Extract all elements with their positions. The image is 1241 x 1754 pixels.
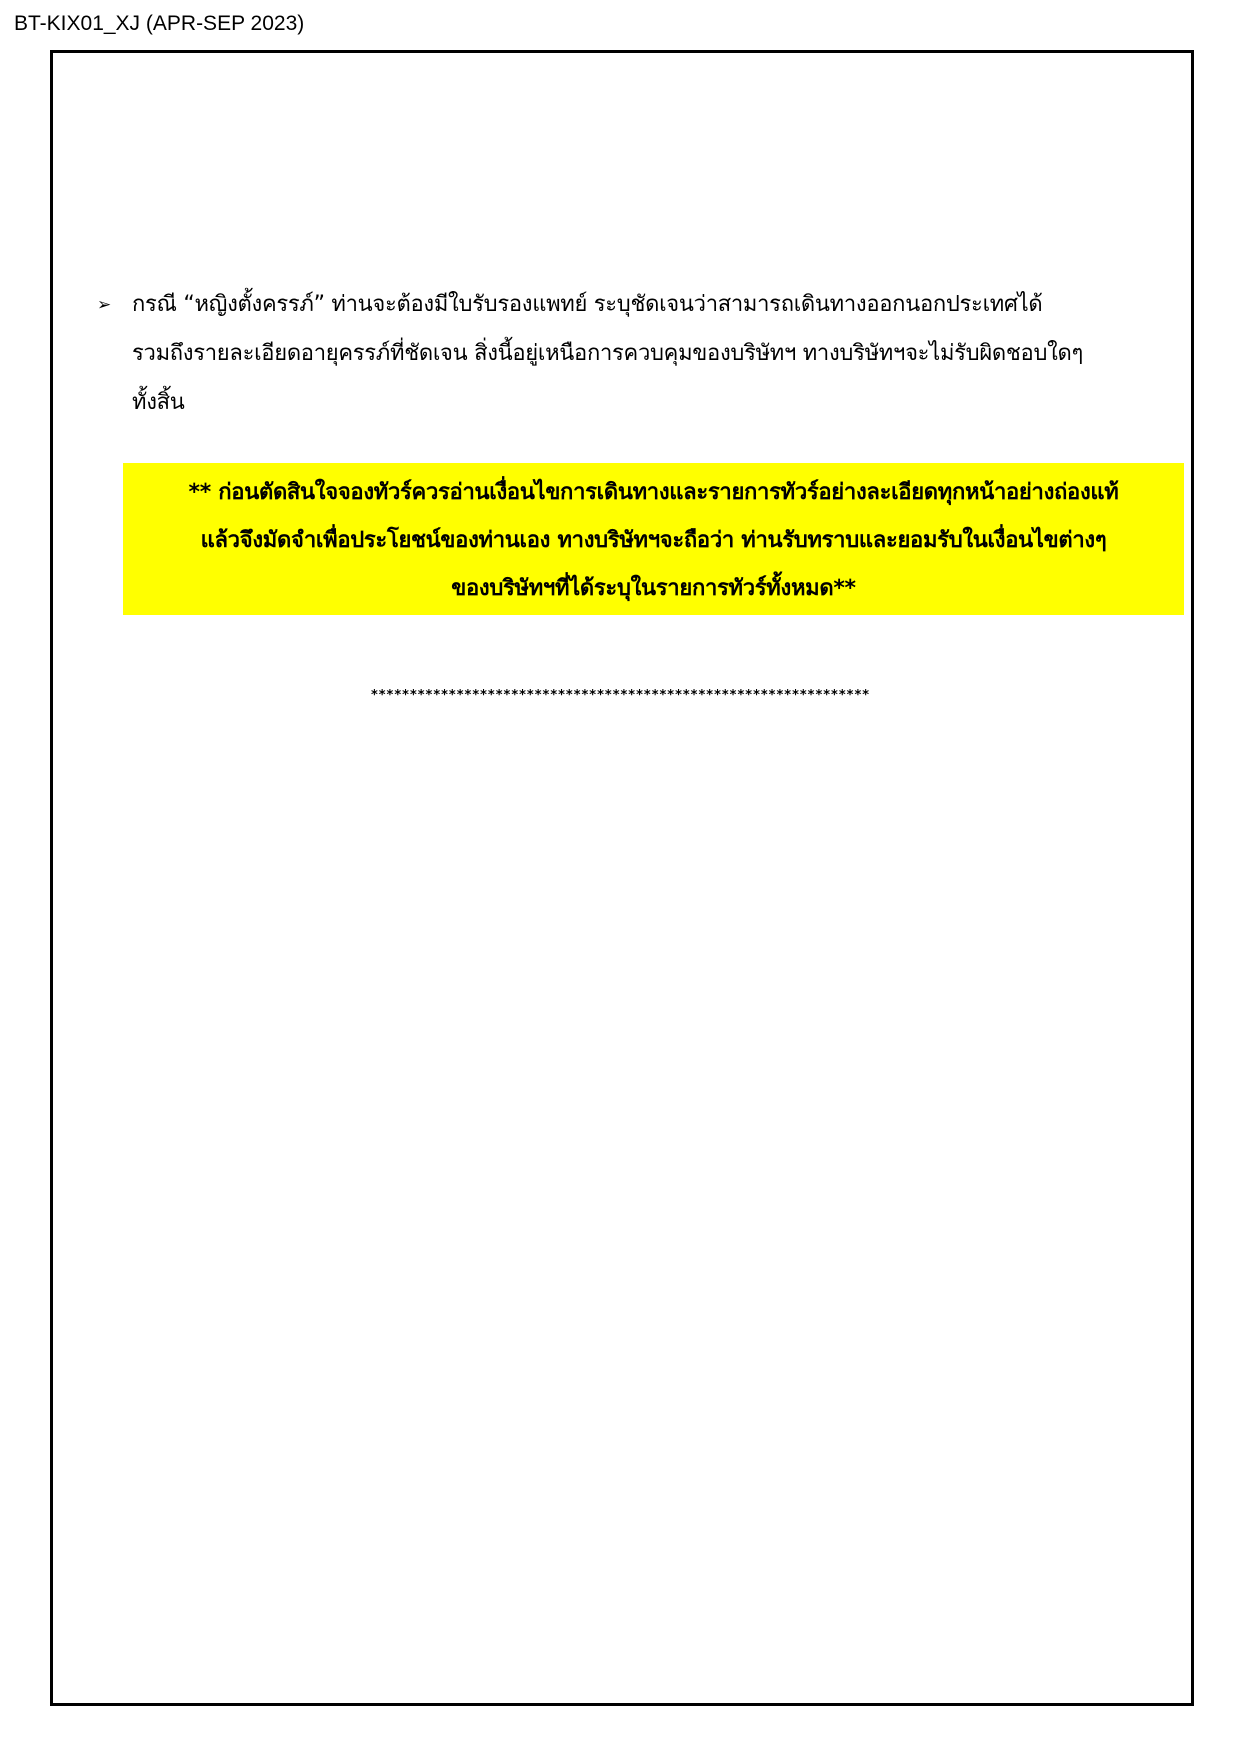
note-line: ทั้งสิ้น [132,390,185,415]
warning-line: แล้วจึงมัดจำเพื่อประโยชน์ของท่านเอง ทางบริษัทฯจะถือว่า ท่านรับทราบและยอมรับในเงื่อนไขต่างๆ [200,528,1107,553]
document-code: BT-KIX01_XJ (APR-SEP 2023) [14,12,305,35]
pregnancy-note [97,280,1182,420]
booking-warning-text [123,469,1184,613]
arrow-bullet-icon: ➢ [97,295,112,315]
booking-warning-highlight [123,463,1184,615]
warning-line: ** ก่อนตัดสินใจจองทัวร์ควรอ่านเงื่อนไขการเดินทางและรายการทัวร์อย่างละเอียดทุกหน้าอย่างถ่องแท้ [188,480,1119,505]
note-line: กรณี “หญิงตั้งครรภ์” ท่านจะต้องมีใบรับรองแพทย์ ระบุชัดเจนว่าสามารถเดินทางออกนอกประเทศได้ [132,292,1043,317]
pregnancy-note-text [132,280,1182,427]
end-of-document-separator: **************************************************************** [370,688,871,703]
note-line: รวมถึงรายละเอียดอายุครรภ์ที่ชัดเจน สิ่งนี้อยู่เหนือการควบคุมของบริษัทฯ ทางบริษัทฯจะไม่รับผิดชอบใดๆ [132,341,1084,366]
warning-line: ของบริษัทฯที่ได้ระบุในรายการทัวร์ทั้งหมด** [451,576,856,601]
